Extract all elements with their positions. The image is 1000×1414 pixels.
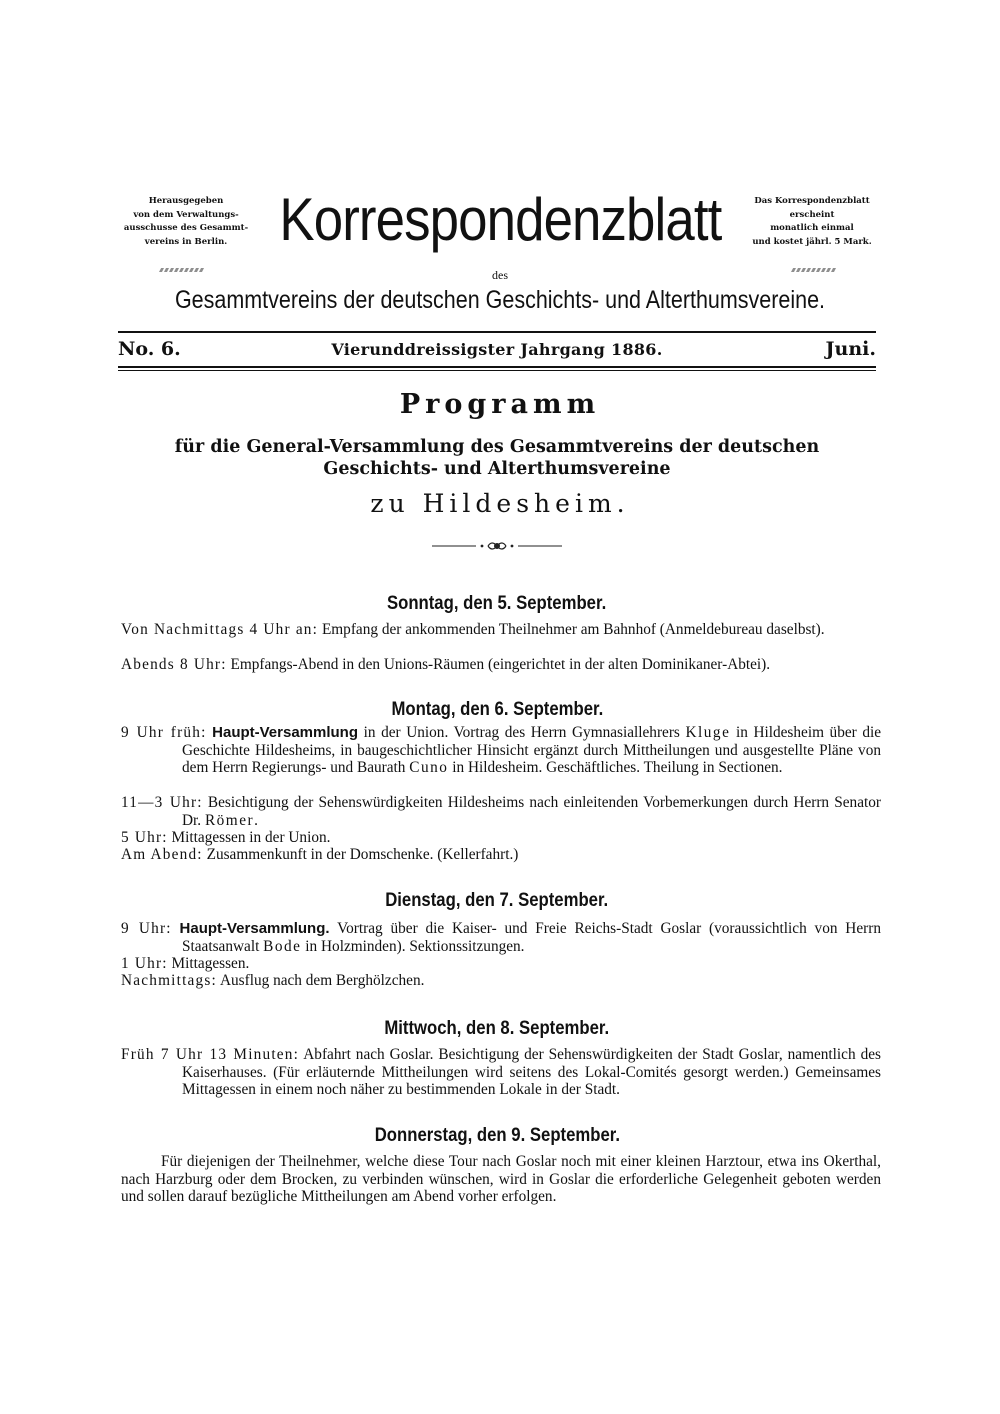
publisher-note-line: Herausgegeben [148, 196, 224, 206]
entry-time-label: Von Nachmittags 4 Uhr an: [121, 621, 319, 638]
schedule-entry [121, 846, 881, 864]
schedule-entry [121, 955, 881, 973]
entry-time-label: Am Abend: [121, 846, 203, 863]
masthead-title: Korrespondenzblatt [279, 186, 722, 253]
entry-text: . [254, 811, 258, 829]
person-name: Römer [204, 811, 255, 829]
day-heading-text: Mittwoch, den 8. September. [384, 1018, 610, 1039]
entry-text: Ausflug nach dem Berghölzchen. [219, 972, 425, 989]
rule-bottom [118, 366, 876, 368]
entry-text: Mittagessen. [171, 955, 250, 972]
person-name: Kluge [685, 724, 731, 741]
schedule-entry [121, 1046, 881, 1099]
entry-text: Vortrag über die Kaiser- und Freie Reichs-Stadt Goslar (voraussichtlich von Herrn Staatsanwalt [182, 920, 881, 955]
day-heading-text: Sonntag, den 5. September. [387, 593, 607, 614]
entry-emphasis: Haupt-Versammlung [212, 724, 359, 741]
schedule-entry [121, 724, 881, 777]
subscription-note-line: Das Korrespondenzblatt [754, 196, 870, 206]
day-heading-text: Donnerstag, den 9. September. [374, 1125, 620, 1146]
publisher-note-line: von dem Verwaltungs- [133, 209, 239, 220]
day-heading-sunday [118, 593, 876, 615]
ornament-divider [432, 538, 562, 554]
masthead-des: des [492, 268, 508, 282]
entry-text: in der Union. Vortrag des Herrn Gymnasiallehrers [363, 724, 680, 741]
day-heading-wednesday [118, 1018, 876, 1040]
entry-text: in Holzminden). Sektionssitzungen. [305, 937, 525, 955]
day-heading-text: Montag, den 6. September. [391, 699, 603, 720]
program-subtitle [118, 436, 876, 480]
entry-text: Abfahrt nach Goslar. Besichtigung der Sehenswürdigkeiten der Stadt Goslar, namentlich des Kaiserhauses. (Für erläuternde Mittheilungen wird seitens des Lokal-Comités gesorgt werden.) Gemeinsames Mittagessen in einem noch näher zu bestimmenden Lokale in der Stadt. [182, 1046, 881, 1098]
schedule-entry [121, 621, 881, 639]
subscription-note-line: monatlich einmal [770, 223, 854, 233]
entry-text: Zusammenkunft in der Domschenke. (Kellerfahrt.) [206, 846, 519, 863]
program-subtitle-line: für die General-Versammlung des Gesammtvereins der deutschen [174, 437, 820, 457]
program-subtitle-line: Geschichts- und Alterthumsvereine [323, 459, 671, 479]
entry-text: Mittagessen in der Union. [171, 829, 331, 846]
publisher-note-line: ausschusse des Gesammt- [123, 223, 249, 233]
person-name: Cuno [409, 759, 449, 776]
person-name: Bode [263, 937, 302, 955]
rule-top [118, 331, 876, 333]
entry-emphasis: Haupt-Versammlung. [179, 920, 330, 937]
subscription-note [742, 195, 882, 249]
entry-time-label: 9 Uhr: [121, 920, 172, 937]
subscription-note-line: und kostet jährl. 5 Mark. [752, 236, 872, 247]
issue-bar [118, 336, 876, 366]
issue-year-line: Vierunddreissigster Jahrgang 1886. [331, 340, 663, 359]
issue-month: Juni. [825, 338, 876, 360]
entry-time-label: Nachmittags: [121, 972, 217, 989]
entry-time-label: Abends 8 Uhr: [121, 656, 227, 673]
entry-text: Empfang der ankommenden Theilnehmer am Bahnhof (Anmeldebureau daselbst). [321, 621, 825, 638]
schedule-entry [121, 920, 881, 955]
program-title: Programm [399, 389, 601, 420]
program-place: zu Hildesheim. [370, 489, 630, 518]
entry-time-label: 11—3 Uhr: [121, 794, 203, 811]
entry-time-label: Früh 7 Uhr 13 Minuten: [121, 1046, 300, 1063]
issue-number: No. 6. [118, 338, 181, 360]
schedule-entry [121, 656, 881, 674]
masthead-subtitle: Gesammtvereins der deutschen Geschichts- und Alterthumsvereine. [174, 286, 826, 314]
day-heading-thursday [118, 1125, 876, 1147]
entry-text: Empfangs-Abend in den Unions-Räumen (eingerichtet in der alten Dominikaner-Abtei). [230, 656, 771, 673]
subscription-note-line: erscheint [789, 209, 835, 220]
schedule-entry [121, 972, 881, 990]
entry-text: Besichtigung der Sehenswürdigkeiten Hildesheims nach einleitenden Vorbemerkungen durch Herrn Senator Dr. [182, 794, 881, 829]
entry-text: in Hildesheim. Geschäftliches. Theilung in Sectionen. [452, 759, 783, 776]
schedule-entry [121, 794, 881, 829]
entry-time-label: 5 Uhr: [121, 829, 168, 846]
publisher-note [116, 195, 256, 249]
entry-time-label: 9 Uhr früh: [121, 724, 207, 741]
day-heading-text: Dienstag, den 7. September. [385, 890, 609, 911]
schedule-paragraph: Für diejenigen der Theilnehmer, welche diese Tour nach Goslar noch mit einer kleinen Harztour, etwa ins Okerthal, nach Harzburg oder dem Brocken, zu verbinden wünschen, wird in Goslar die erforderliche Gelegenheit geboten werden und sollen darauf bezügliche Mittheilungen am Abend vorher erfolgen. [121, 1153, 881, 1205]
day-heading-monday [118, 699, 876, 721]
schedule-entry [121, 829, 881, 847]
day-heading-tuesday [118, 890, 876, 912]
publisher-note-line: vereins in Berlin. [144, 236, 228, 247]
rule-bottom-thin [118, 370, 876, 371]
entry-time-label: 1 Uhr: [121, 955, 168, 972]
entry-text: in Hildesheim über die Geschichte Hildesheims, in baugeschichtlicher Hinsicht ergänzt durch Mittheilungen und ausgestellte Pläne von dem Herrn Regierungs- und Baurath [182, 724, 882, 776]
